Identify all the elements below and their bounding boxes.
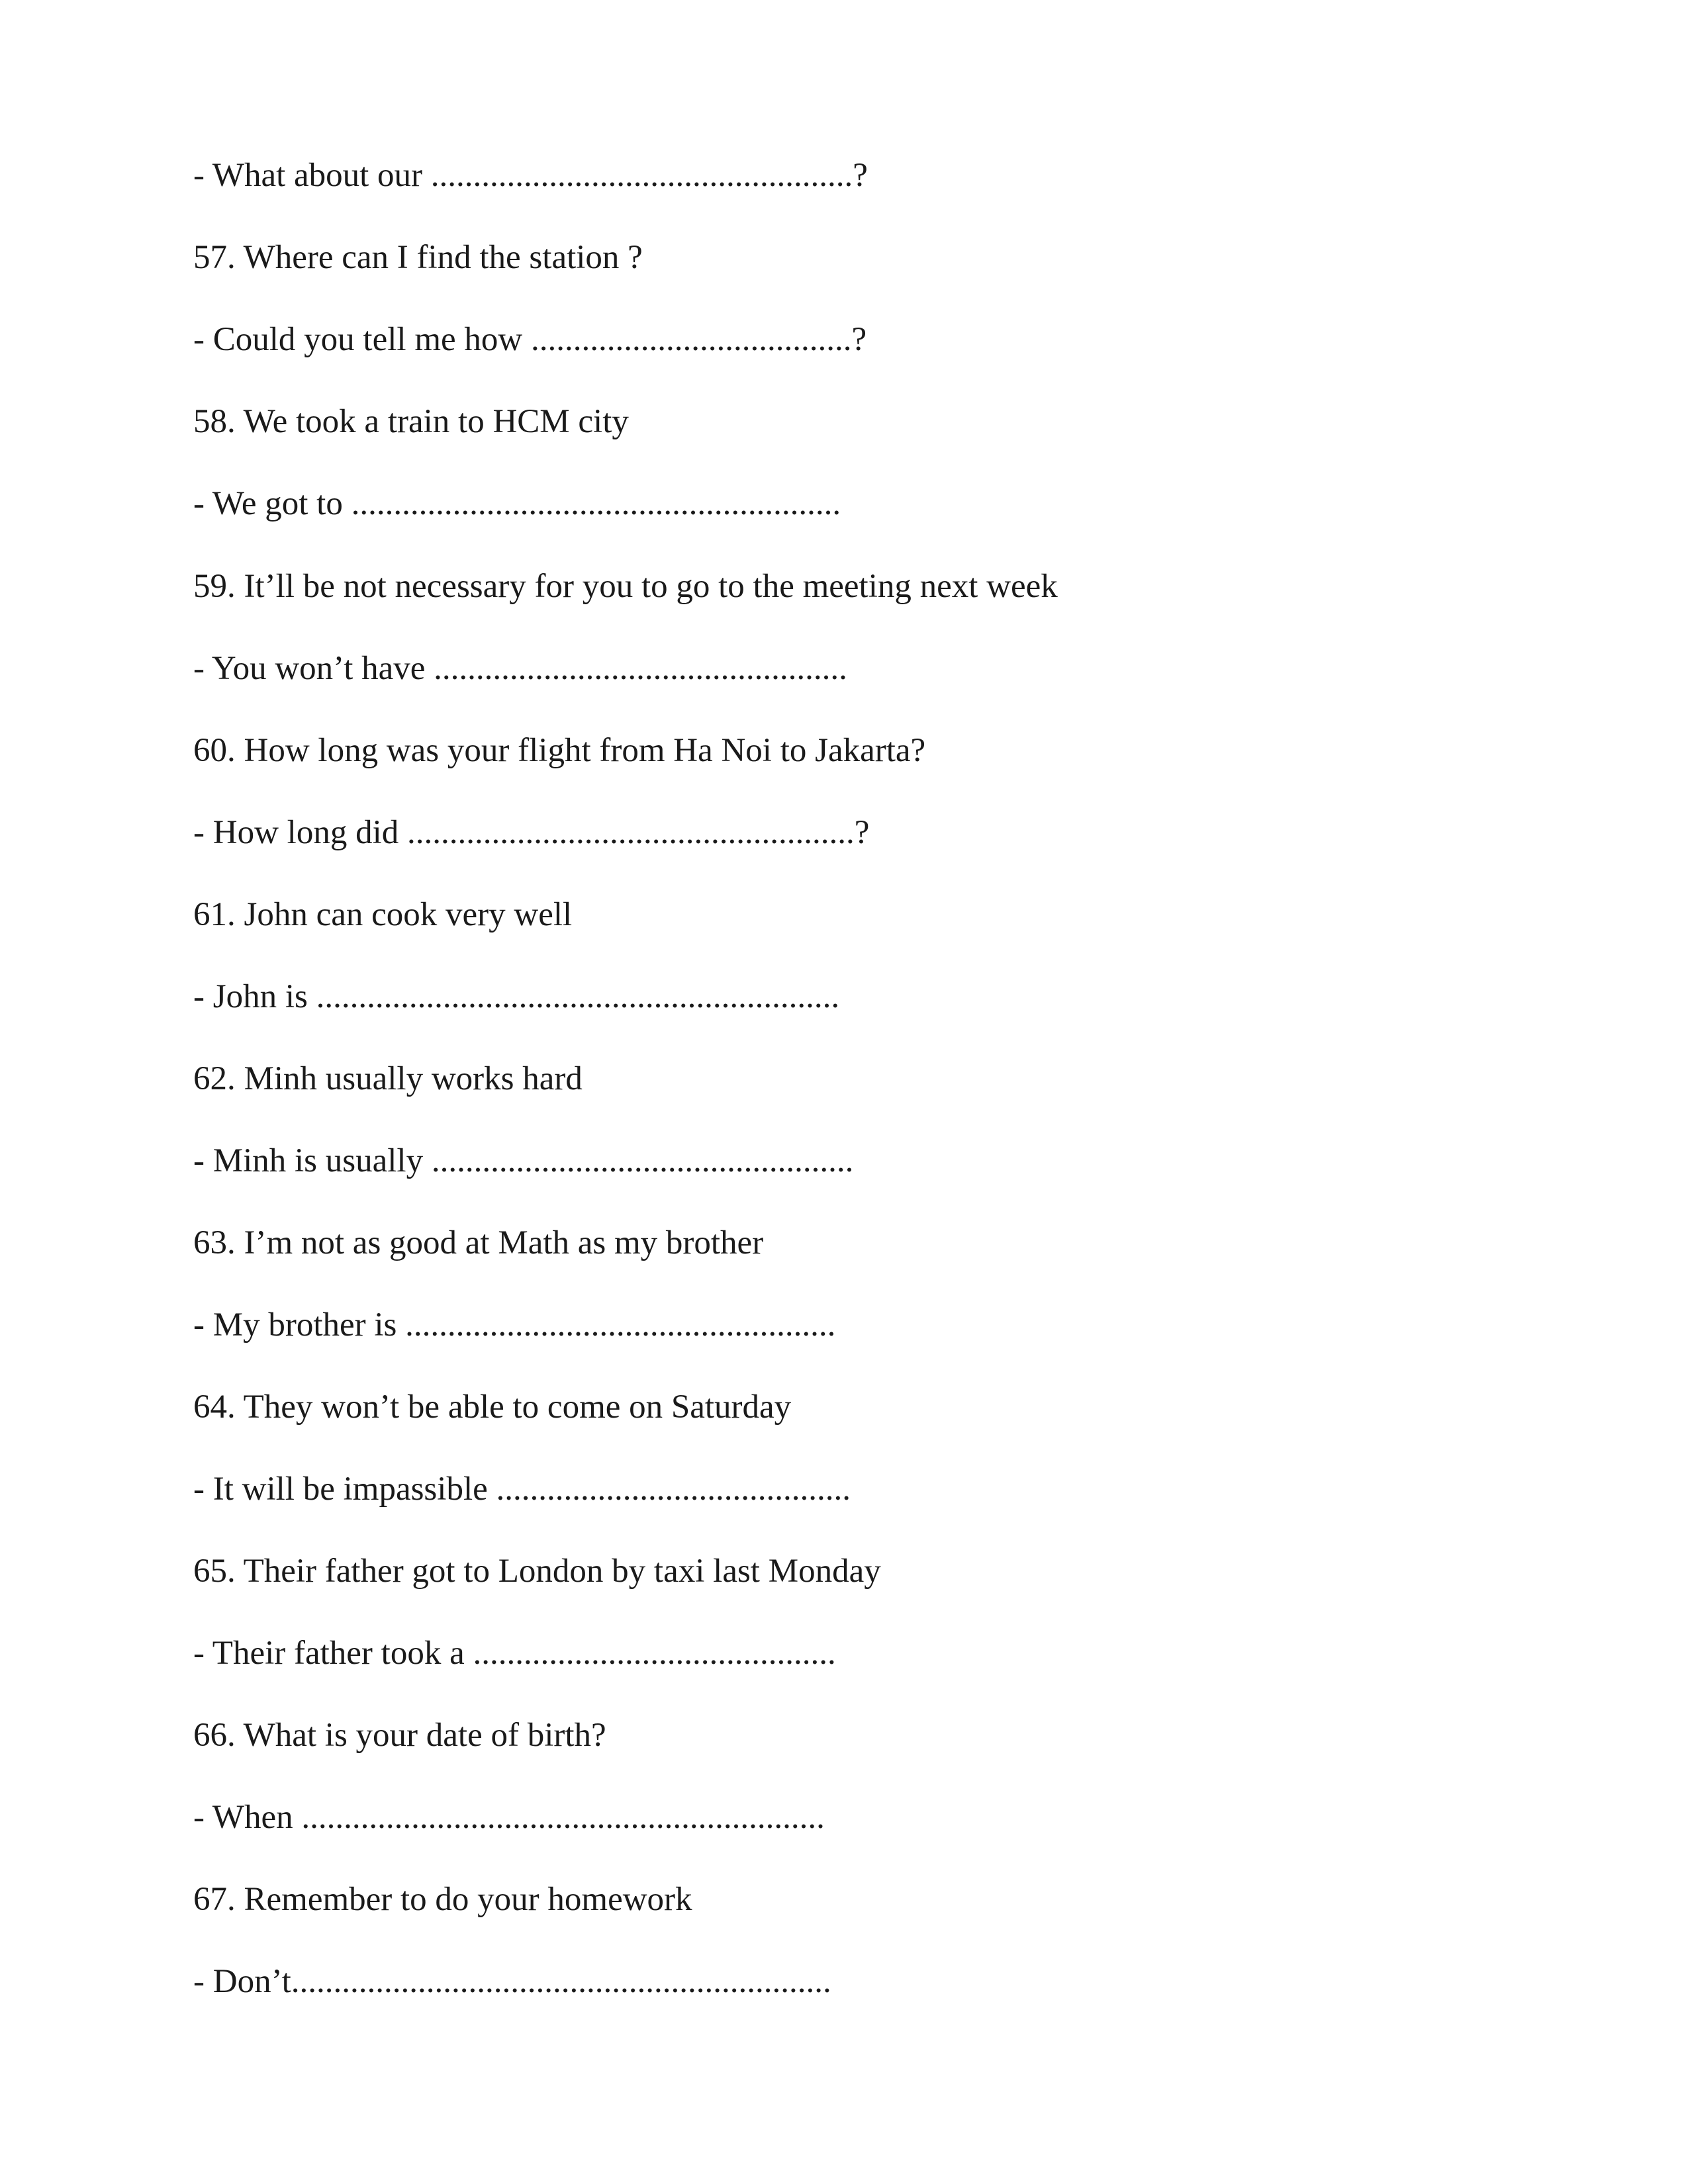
question-67: 67. Remember to do your homework (193, 1881, 692, 1918)
question-63: 63. I’m not as good at Math as my brother (193, 1224, 764, 1261)
answer-line-67: - Don’t................................................................ (193, 1963, 831, 2000)
answer-line-66: - When .............................................................. (193, 1799, 825, 1836)
answer-line-65: - Their father took a ........................................... (193, 1635, 836, 1672)
answer-line-63: - My brother is ................................................... (193, 1306, 836, 1343)
question-64: 64. They won’t be able to come on Saturday (193, 1388, 792, 1426)
question-58: 58. We took a train to HCM city (193, 403, 629, 440)
answer-line-58: - We got to .......................................................... (193, 485, 841, 522)
question-66: 66. What is your date of birth? (193, 1717, 606, 1754)
answer-line-64: - It will be impassible .......................................... (193, 1471, 851, 1508)
question-57: 57. Where can I find the station ? (193, 239, 643, 276)
answer-line-61: - John is .............................................................. (193, 978, 840, 1015)
question-62: 62. Minh usually works hard (193, 1060, 583, 1097)
question-60: 60. How long was your flight from Ha Noi to Jakarta? (193, 732, 926, 769)
question-65: 65. Their father got to London by taxi last Monday (193, 1553, 881, 1590)
answer-line-60: - How long did .....................................................? (193, 814, 870, 851)
answer-line-57: - Could you tell me how ......................................? (193, 321, 867, 358)
answer-line-56: - What about our ..................................................? (193, 157, 868, 194)
question-61: 61. John can cook very well (193, 896, 573, 933)
answer-line-59: - You won’t have ................................................. (193, 650, 847, 687)
answer-line-62: - Minh is usually .................................................. (193, 1142, 854, 1179)
question-59: 59. It’ll be not necessary for you to go to the meeting next week (193, 568, 1058, 605)
